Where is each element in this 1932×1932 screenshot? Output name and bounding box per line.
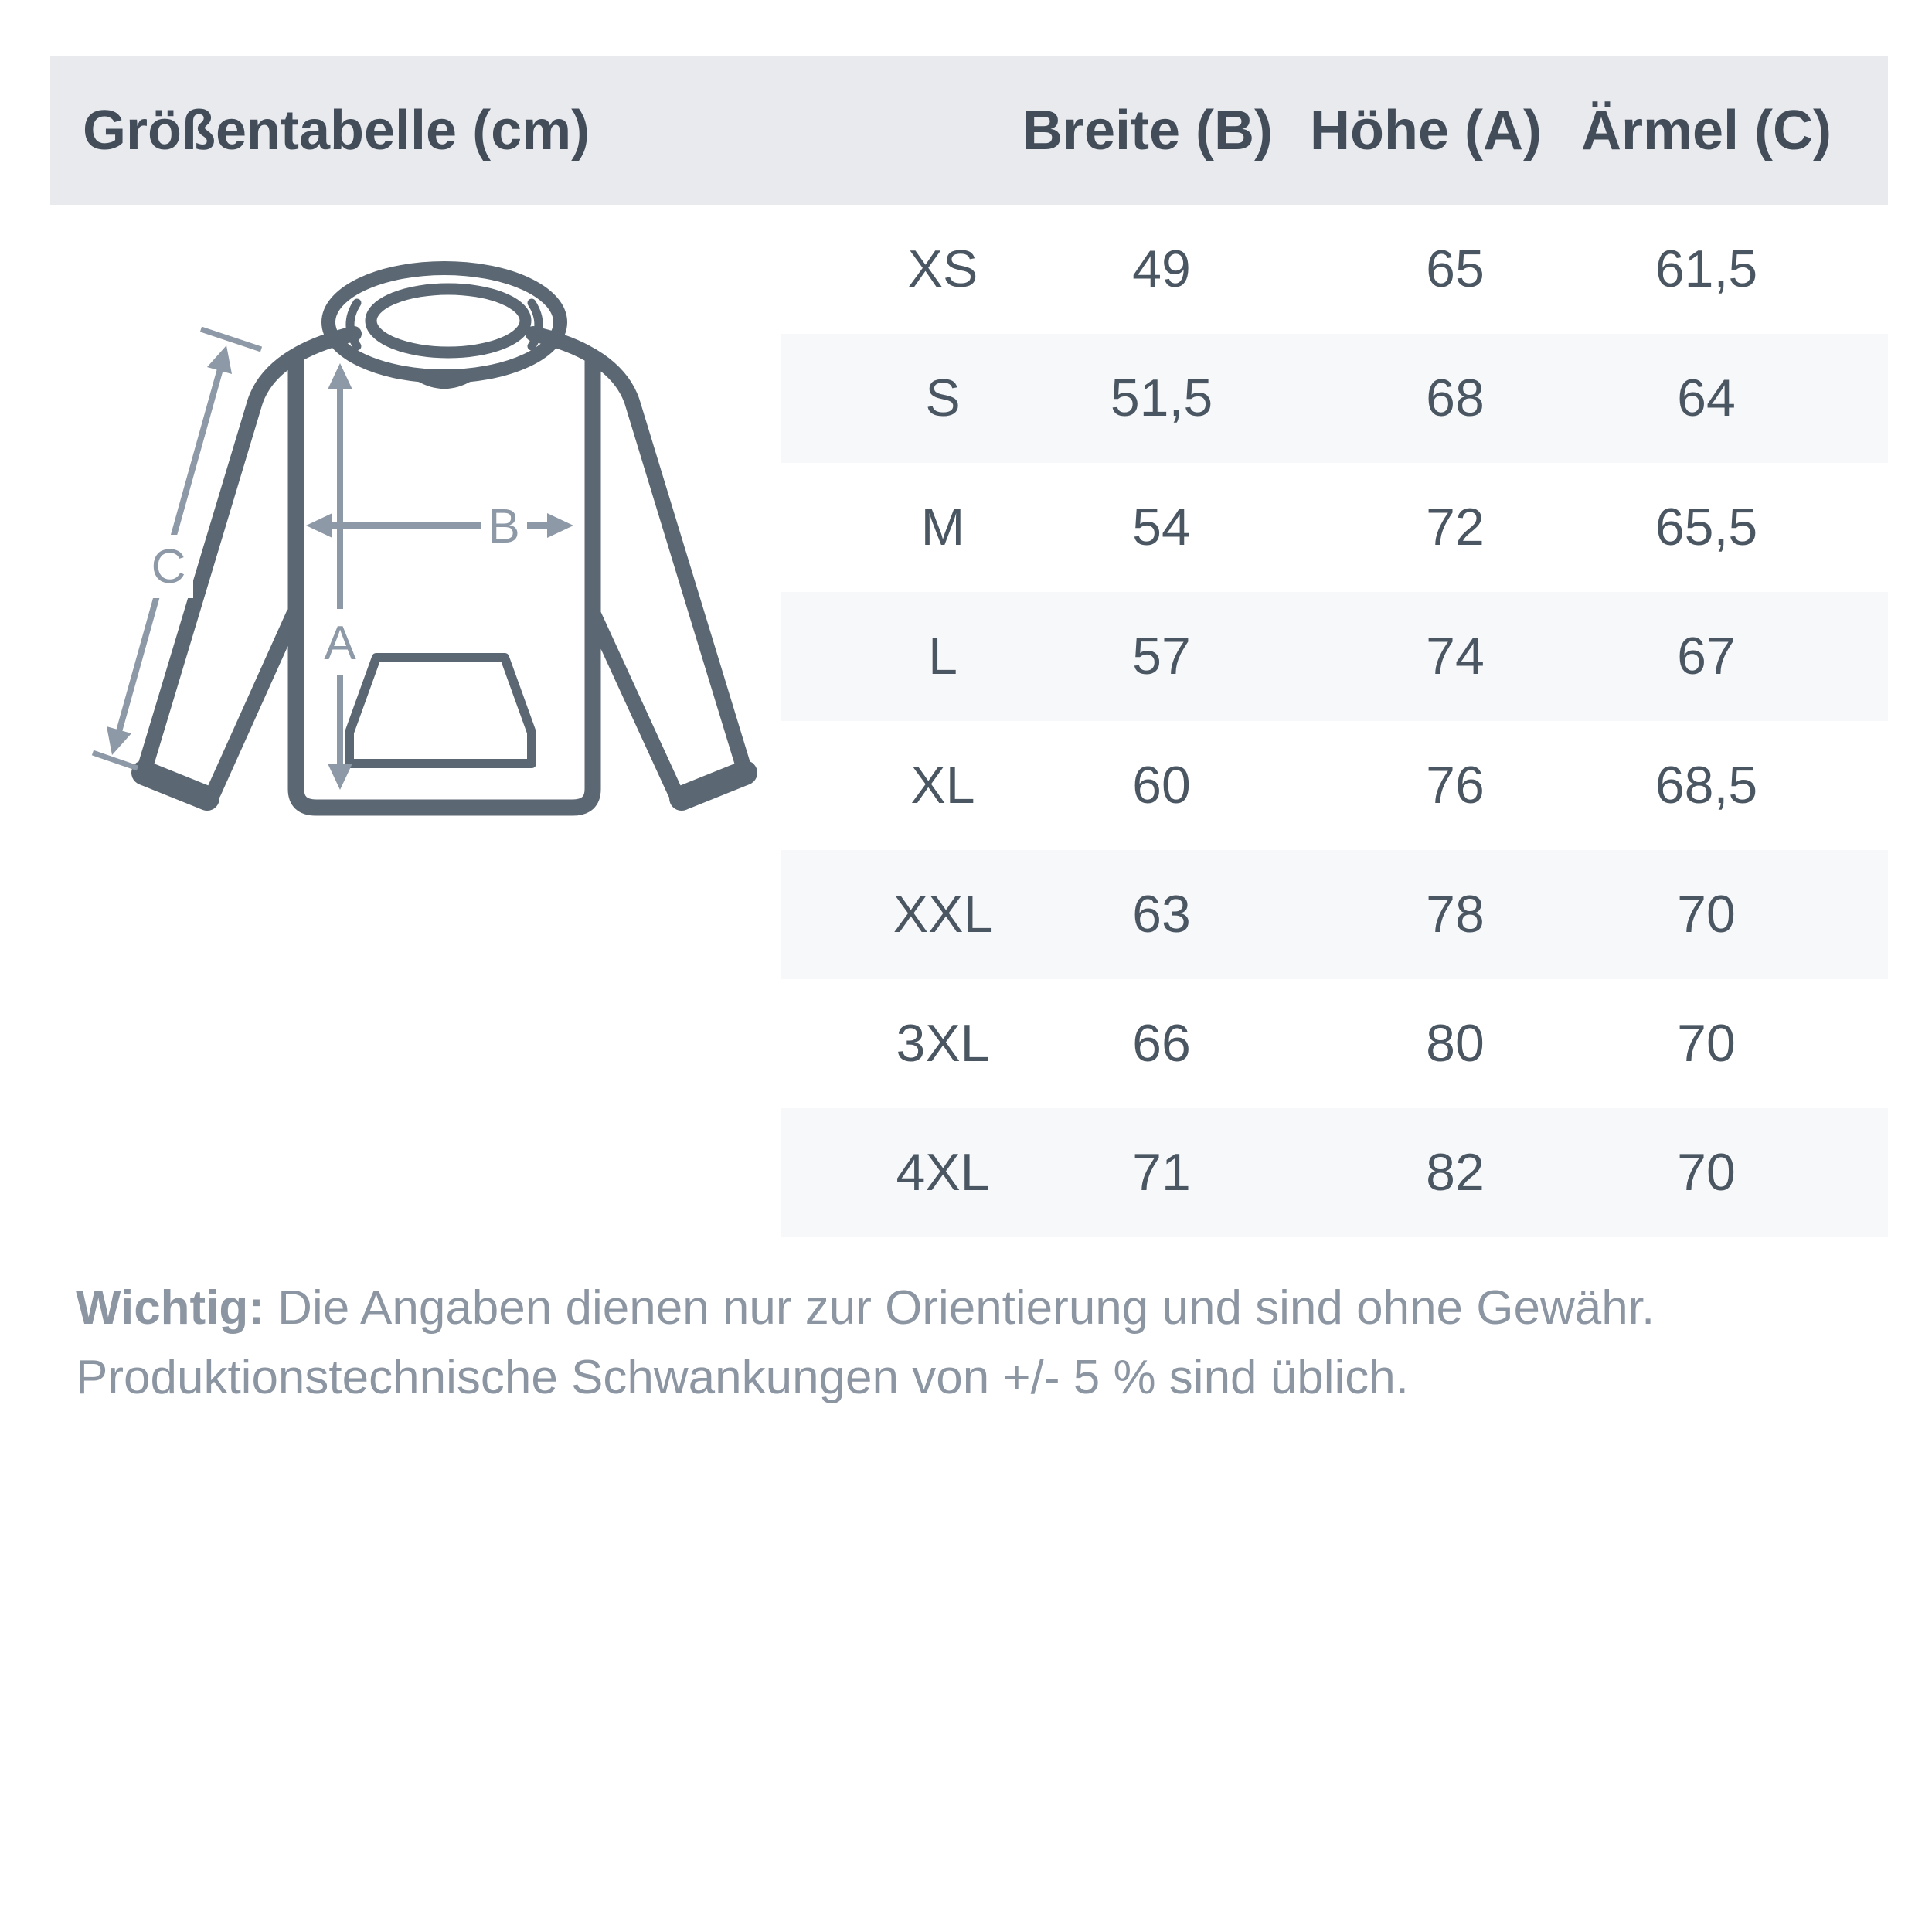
hoehe-value: 80: [1426, 1014, 1485, 1073]
column-header-aermel: Ärmel (C): [1580, 100, 1832, 162]
size-chart-header-bar: [50, 56, 1888, 205]
size-label: XXL: [893, 885, 993, 944]
aermel-value: 70: [1677, 1014, 1736, 1073]
measure-arrow-b-icon: [306, 513, 573, 538]
size-label: 4XL: [896, 1143, 990, 1202]
table-row-s: [781, 334, 1888, 463]
breite-value: 54: [1132, 498, 1191, 556]
column-header-hoehe: Höhe (A): [1310, 100, 1542, 162]
table-row-l: [781, 592, 1888, 721]
breite-value: 51,5: [1110, 369, 1213, 427]
breite-value: 71: [1132, 1143, 1191, 1202]
breite-value: 49: [1132, 240, 1191, 298]
label-c: C: [151, 540, 186, 594]
aermel-value: 65,5: [1655, 498, 1758, 556]
breite-value: 66: [1132, 1014, 1191, 1073]
size-label: 3XL: [896, 1014, 990, 1073]
aermel-value: 61,5: [1655, 240, 1758, 298]
disclaimer-line1: Die Angaben dienen nur zur Orientierung und sind ohne Gewähr.: [264, 1281, 1655, 1335]
disclaimer-prefix: Wichtig:: [76, 1281, 264, 1335]
hoodie-outline-icon: [144, 268, 745, 808]
table-row-xl: [781, 721, 1888, 850]
label-a: A: [324, 617, 356, 670]
hoodie-diagram: [62, 216, 796, 873]
breite-value: 60: [1132, 756, 1191, 815]
aermel-value: 67: [1677, 627, 1736, 685]
hoehe-value: 78: [1426, 885, 1485, 944]
size-label: XS: [907, 240, 978, 298]
size-label: XL: [910, 756, 975, 815]
disclaimer-line2: Produktionstechnische Schwankungen von +/- 5 % sind üblich.: [76, 1351, 1409, 1404]
size-label: S: [925, 369, 961, 427]
disclaimer-note: [76, 1274, 1876, 1413]
size-chart-title: Größentabelle (cm): [83, 100, 590, 162]
aermel-value: 64: [1677, 369, 1736, 427]
aermel-value: 68,5: [1655, 756, 1758, 815]
size-label: M: [920, 498, 965, 556]
table-row-3xl: [781, 979, 1888, 1108]
aermel-value: 70: [1677, 885, 1736, 944]
breite-value: 63: [1132, 885, 1191, 944]
table-row-xxl: [781, 850, 1888, 979]
hoehe-value: 76: [1426, 756, 1485, 815]
label-b: B: [488, 500, 520, 553]
hoehe-value: 82: [1426, 1143, 1485, 1202]
aermel-value: 70: [1677, 1143, 1736, 1202]
hoehe-value: 65: [1426, 240, 1485, 298]
hoehe-value: 68: [1426, 369, 1485, 427]
breite-value: 57: [1132, 627, 1191, 685]
table-row-xs: [781, 205, 1888, 334]
column-header-breite: Breite (B): [1022, 100, 1274, 162]
size-label: L: [928, 627, 957, 685]
table-row-4xl: [781, 1108, 1888, 1237]
table-row-m: [781, 463, 1888, 592]
hoehe-value: 74: [1426, 627, 1485, 685]
hoehe-value: 72: [1426, 498, 1485, 556]
